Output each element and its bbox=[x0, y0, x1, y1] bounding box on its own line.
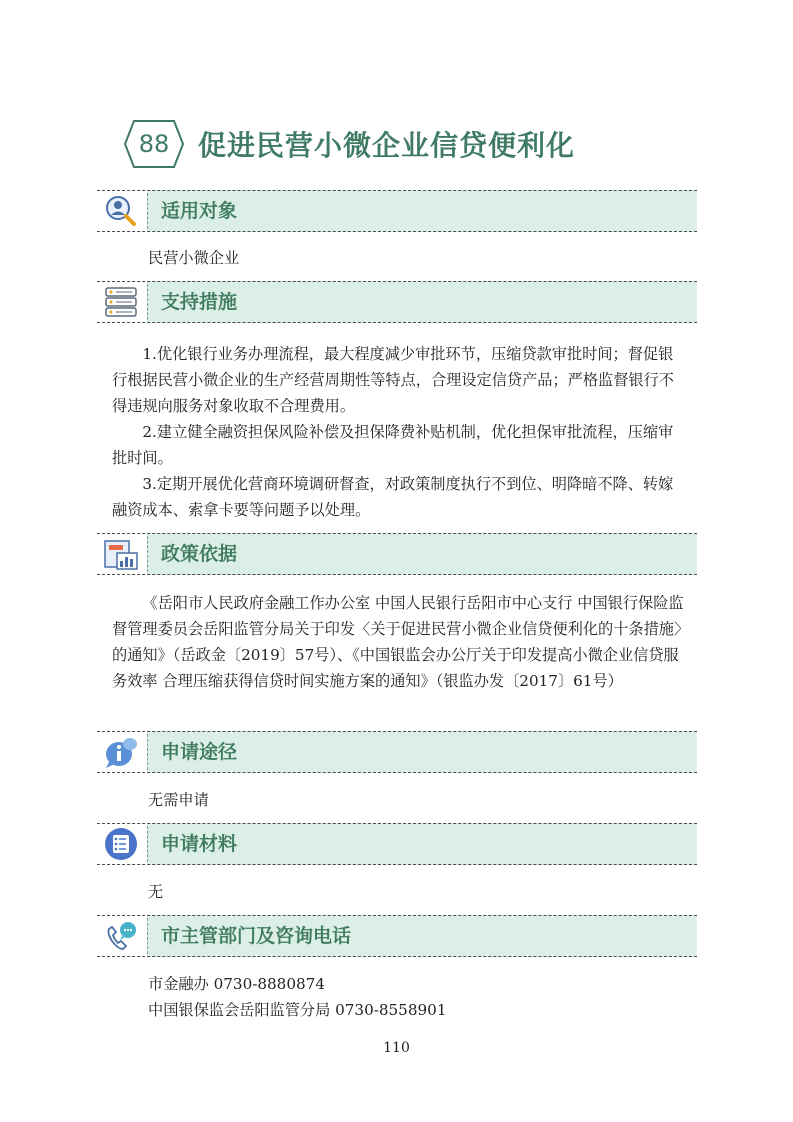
basis-text-block bbox=[112, 590, 687, 694]
section-header-materials bbox=[97, 823, 697, 865]
phone-chat-icon bbox=[103, 919, 139, 953]
item-number-badge bbox=[122, 118, 186, 170]
contact-line: 中国银保监会岳阳监管分局 0730-8558901 bbox=[148, 1001, 447, 1019]
section-header-target bbox=[97, 190, 697, 232]
magnifier-person-icon bbox=[103, 194, 139, 228]
materials-text-block bbox=[112, 879, 687, 905]
page-title-row bbox=[122, 118, 575, 170]
channel-text-block bbox=[112, 787, 687, 813]
server-list-icon bbox=[103, 285, 139, 319]
item-number: 88 bbox=[138, 130, 170, 158]
section-title-contact: 市主管部门及咨询电话 bbox=[161, 925, 352, 947]
section-title-materials: 申请材料 bbox=[161, 833, 238, 855]
section-title-target: 适用对象 bbox=[161, 200, 238, 222]
section-title-channel: 申请途径 bbox=[161, 741, 238, 763]
page-title: 促进民营小微企业信贷便利化 bbox=[198, 129, 576, 162]
section-header-channel bbox=[97, 731, 697, 773]
section-header-contact bbox=[97, 915, 697, 957]
section-header-measures bbox=[97, 281, 697, 323]
section-title-measures: 支持措施 bbox=[161, 291, 238, 313]
measure-paragraph: 3.定期开展优化营商环境调研督查，对政策制度执行不到位、明降暗不降、转嫁融资成本、索拿卡要等问题予以处理。 bbox=[112, 475, 674, 519]
page-number: 110 bbox=[383, 1040, 410, 1056]
target-text: 民营小微企业 bbox=[148, 249, 240, 267]
channel-text: 无需申请 bbox=[148, 791, 209, 809]
document-chart-icon bbox=[103, 537, 139, 571]
contact-line: 市金融办 0730-8880874 bbox=[148, 975, 325, 993]
section-title-basis: 政策依据 bbox=[161, 543, 238, 565]
basis-text: 《岳阳市人民政府金融工作办公室 中国人民银行岳阳市中心支行 中国银行保险监督管理委员会岳阳监管分局关于印发〈关于促进民营小微企业信贷便利化的十条措施〉的通知》（岳政金〔2019〕57号）、《中国银监会办公厅关于印发提高小微企业信贷服务效率 合理压缩获得信贷时间实施方案的通知》（银监办发〔2017〕61号） bbox=[112, 594, 684, 690]
measures-text-block bbox=[112, 341, 687, 523]
section-header-basis bbox=[97, 533, 697, 575]
contact-text-block bbox=[112, 971, 687, 1023]
measure-paragraph: 2.建立健全融资担保风险补偿及担保降费补贴机制，优化担保审批流程，压缩审批时间。 bbox=[112, 423, 674, 467]
list-document-icon bbox=[103, 827, 139, 861]
measure-paragraph: 1.优化银行业务办理流程，最大程度减少审批环节，压缩贷款审批时间；督促银行根据民营小微企业的生产经营周期性等特点，合理设定信贷产品；严格监督银行不得违规向服务对象收取不合理费用。 bbox=[112, 345, 674, 415]
materials-text: 无 bbox=[148, 883, 164, 901]
target-text-block bbox=[112, 245, 687, 271]
info-chat-icon bbox=[103, 735, 139, 769]
